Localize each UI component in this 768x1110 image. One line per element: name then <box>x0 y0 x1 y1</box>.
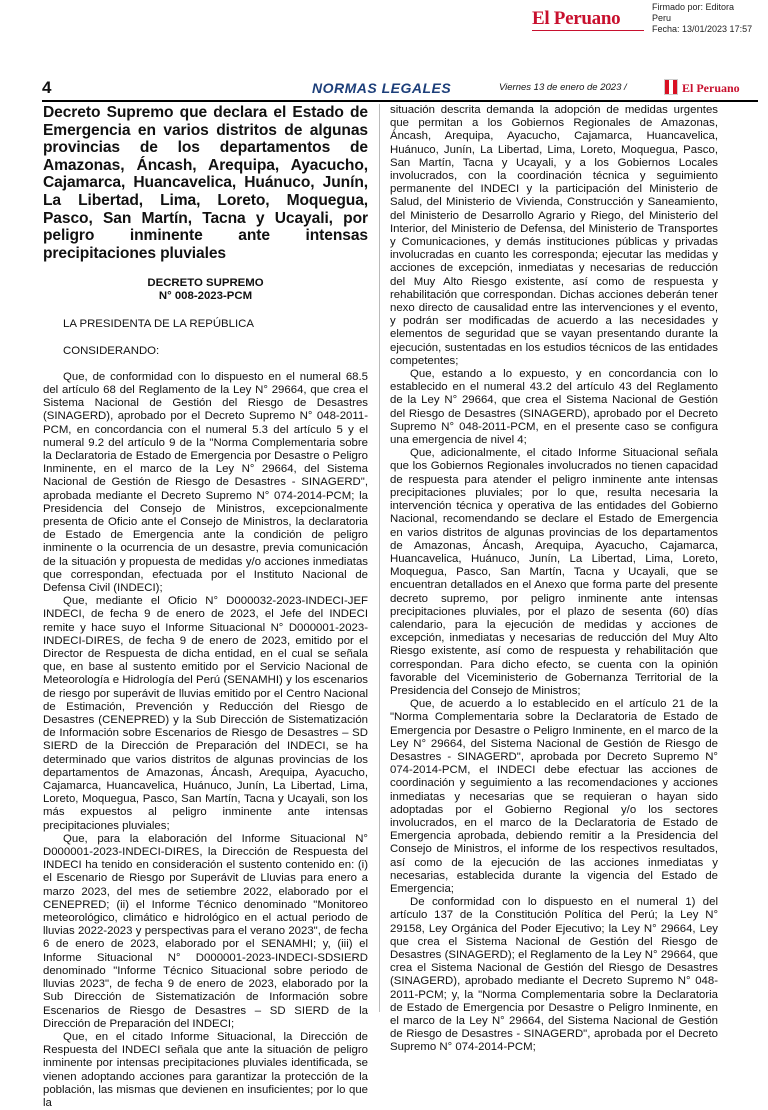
signature-line-2: Peru <box>652 13 672 23</box>
page-number: 4 <box>42 78 52 97</box>
top-strip <box>0 0 768 40</box>
logo-underline <box>532 30 644 31</box>
header-date: Viernes 13 de enero de 2023 / <box>499 82 627 93</box>
considerando-heading: CONSIDERANDO: <box>63 344 160 357</box>
decree-number: N° 008-2023-PCM <box>158 290 253 303</box>
left-column <box>43 104 368 1110</box>
digital-signature <box>652 2 766 35</box>
decree-label: DECRETO SUPREMO <box>147 277 264 290</box>
presidenta-heading: LA PRESIDENTA DE LA REPÚBLICA <box>63 318 254 331</box>
paragraph: Que, de conformidad con lo dispuesto en el numeral 68.5 del artículo 68 del Reglamento de la Ley N° 29664, que crea el Sistema Nacional de Gestión del Riesgo de Desastres (SINAGERD), aprobado por el Decreto Supremo N° 048-2011-PCM, en concordancia con el numeral 5.3 del artículo 5 y el numeral 9.2 del artículo 9 de la "Norma Complementaria sobre la Declaratoria de Estado de Emergencia por Desastre o Peligro Inminente, en el marco de la Ley N° 29664, del Sistema Nacional de Gestión de Riesgo de Desastres - SINAGERD", aprobada mediante el Decreto Supremo N° 074-2014-PCM; la Presidencia del Consejo de Ministros, excepcionalmente presenta de Oficio ante el Consejo de Ministros, la declaratoria de Estado de Emergencia ante la condición de peligro inminente o la ocurrencia de un desastre, previa comunicación de la situación y propuesta de medidas y/o acciones inmediatas que correspondan, efectuada por el Instituto Nacional de Defensa Civil (INDECI); <box>43 370 368 594</box>
paragraph: Que, en el citado Informe Situacional, la Dirección de Respuesta del INDECI señala que ante la situación de peligro inminente por intensas precipitaciones pluviales identificada, se vienen adoptando acciones para garantizar la protección de la población, las mismas que devienen en insuficientes; por lo que la <box>43 1030 368 1109</box>
el-peruano-logo <box>532 8 647 32</box>
header-rule <box>42 100 758 102</box>
paragraph: Que, para la elaboración del Informe Situacional N° D000001-2023-INDECI-DIRES, la Dirección de Respuesta del INDECI ha tenido en consideración el sustento contenido en: (i) el Escenario de Riesgo por Superávit de Lluvias para enero a marzo 2023, del mes de setiembre 2022, elaborado por el CENEPRED; (ii) el Informe Técnico denominado "Monitoreo meteorológico, climático e hidrológico en el actual periodo de lluvias 2022-2023 y perspectivas para el verano 2023", de fecha 6 de enero de 2023, elaborado por el SENAMHI; y, (iii) el Informe Situacional N° D000001-2023-INDECI-SDSIERD denominado "Informe Técnico Situacional sobre periodo de lluvias 2023", de fecha 9 de enero de 2023, elaborado por la Sub Dirección de Sistematización de Información sobre Escenarios de Riesgo de Desastres – SD SIERD de la Dirección de Preparación del INDECI; <box>43 832 368 1030</box>
paragraph: De conformidad con lo dispuesto en el numeral 1) del artículo 137 de la Constitución Política del Perú; la Ley N° 29158, Ley Orgánica del Poder Ejecutivo; la Ley N° 29664, Ley que crea el Sistema Nacional de Gestión del Riesgo de Desastres (SINAGERD); el Reglamento de la Ley N° 29664, que crea el Sistema Nacional de Gestión del Riesgo de Desastres (SINAGERD), aprobado mediante el Decreto Supremo N° 048-2011-PCM; y, la "Norma Complementaria sobre la Declaratoria de Estado de Emergencia por Desastre o Peligro Inminente, en el marco de la Ley N° 29664, del Sistema Nacional de Gestión de Riesgo de Desastres - SINAGERD", aprobada por el Decreto Supremo N° 074-2014-PCM; <box>390 896 718 1054</box>
paragraph-continuation: situación descrita demanda la adopción de medidas urgentes que permitan a los Gobiernos Regionales de Amazonas, Áncash, Arequipa, Ayacucho, Cajamarca, Huancavelica, Huánuco, Junín, La Libertad, Lima, Loreto, Moquegua, Pasco, San Martín, Tacna y Ucayali, y a los Gobiernos Locales involucrados, con la coordinación técnica y seguimiento permanente del INDECI y la participación del Ministerio de Salud, del Ministerio de Vivienda, Construcción y Saneamiento, del Ministerio de Desarrollo Agrario y Riego, del Ministerio del Interior, del Ministerio de Defensa, del Ministerio de Transportes y Comunicaciones, y demás instituciones públicas y privadas involucradas en cuanto les corresponda; ejecutar las medidas y acciones de excepción, inmediatas y necesarias de reducción del Muy Alto Riesgo existente, así como de respuesta y rehabilitación que correspondan. Dichas acciones deberán tener nexo directo de causalidad entre las intervenciones y el evento, y podrán ser modificadas de acuerdo a las necesidades y elementos de seguridad que se vayan presentando durante la ejecución, sustentadas en los estudios técnicos de las entidades competentes; <box>390 104 718 367</box>
section-title: NORMAS LEGALES <box>312 80 452 96</box>
paragraph: Que, mediante el Oficio N° D000032-2023-INDECI-JEF INDECI, de fecha 9 de enero de 2023, el Jefe del INDECI remite y hace suyo el Informe Situacional N° D000001-2023-INDECI-DIRES, de fecha 9 de enero de 2023, emitido por el Director de Respuesta de dicha entidad, en el cual se señala que, en base al sustento emitido por el Servicio Nacional de Meteorología e Hidrología del Perú (SENAMHI) y los escenarios de riesgo por superávit de lluvias emitido por el Centro Nacional de Estimación, Prevención y Reducción del Riesgo de Desastres (CENEPRED) y la Sub Dirección de Sistematización de Información sobre Escenarios de Riesgo de Desastres – SD SIERD de la Dirección de Preparación del INDECI, se ha determinado que varios distritos de algunas provincias de los departamentos de Amazonas, Áncash, Arequipa, Ayacucho, Cajamarca, Huancavelica, Huánuco, Junín, La Libertad, Lima, Loreto, Moquegua, Pasco, San Martín, Tacna y Ucayali, son los más expuestos al peligro inminente ante intensas precipitaciones pluviales; <box>43 595 368 832</box>
paragraph: Que, estando a lo expuesto, y en concordancia con lo establecido en el numeral 43.2 del artículo 43 del Reglamento de la Ley N° 29664, que crea el Sistema Nacional de Gestión del Riesgo de Desastres (SINAGERD), aprobado por el Decreto Supremo N° 048-2011-PCM, en el presente caso se configura una emergencia de nivel 4; <box>390 368 718 447</box>
header-brand: El Peruano <box>682 81 740 95</box>
signature-line-1: Firmado por: Editora <box>652 2 735 12</box>
paragraph: Que, adicionalmente, el citado Informe Situacional señala que los Gobiernos Regionales involucrados no tienen capacidad de respuesta para atender el peligro inminente ante intensas precipitaciones pluviales; por lo que, resulta necesaria la intervención técnica y operativa de las entidades del Gobierno Nacional, recomendando se declare el Estado de Emergencia en varios distritos de algunas provincias de los departamentos de Amazonas, Áncash, Arequipa, Ayacucho, Cajamarca, Huancavelica, Huánuco, Junín, La Libertad, Lima, Loreto, Moquegua, Pasco, San Martín, Tacna y Ucayali, que se encuentran detallados en el Anexo que forma parte del presente decreto supremo, por peligro inminente ante intensas precipitaciones pluviales, por el plazo de sesenta (60) días calendario, para la ejecución de medidas y acciones de excepción, inmediatas y necesarias de reducción del Muy Alto Riesgo existente, así como de respuesta y rehabilitación que correspondan. Para dicho efecto, se cuenta con la opinión favorable del Viceministerio de Gobernanza Territorial de la Presidencia del Consejo de Ministros; <box>390 447 718 697</box>
right-column <box>390 104 718 1055</box>
signature-line-3: Fecha: 13/01/2023 17:57 <box>652 24 753 34</box>
logo-text: El Peruano <box>532 8 621 29</box>
page-header <box>42 78 758 100</box>
peru-flag-icon <box>664 79 678 95</box>
paragraph: Que, de acuerdo a lo establecido en el artículo 21 de la "Norma Complementaria sobre la Declaratoria de Estado de Emergencia por Desastre o Peligro Inminente, en el marco de la Ley N° 29664, del Sistema Nacional de Gestión de Riesgo de Desastres - SINAGERD", aprobada por Decreto Supremo N° 074-2014-PCM, el INDECI debe efectuar las acciones de coordinación y seguimiento a las recomendaciones y acciones inmediatas y necesarias que se requieran o hayan sido adoptadas por el Gobierno Regional y/o los sectores involucrados, en el marco de la Declaratoria de Estado de Emergencia aprobada, debiendo remitir a la Presidencia del Consejo de Ministros, el informe de los respectivos resultados, así como de la ejecución de las acciones inmediatas y necesarias, establecida durante la vigencia del Estado de Emergencia; <box>390 698 718 895</box>
column-divider <box>379 104 380 1012</box>
article-title: Decreto Supremo que declara el Estado de Emergencia en varios distritos de algunas provincias de los departamentos de Amazonas, Áncash, Arequipa, Ayacucho, Cajamarca, Huancavelica, Huánuco, Junín, La Libertad, Lima, Loreto, Moquegua, Pasco, San Martín, Tacna y Ucayali, por peligro inminente ante intensas precipitaciones pluviales <box>43 104 368 262</box>
